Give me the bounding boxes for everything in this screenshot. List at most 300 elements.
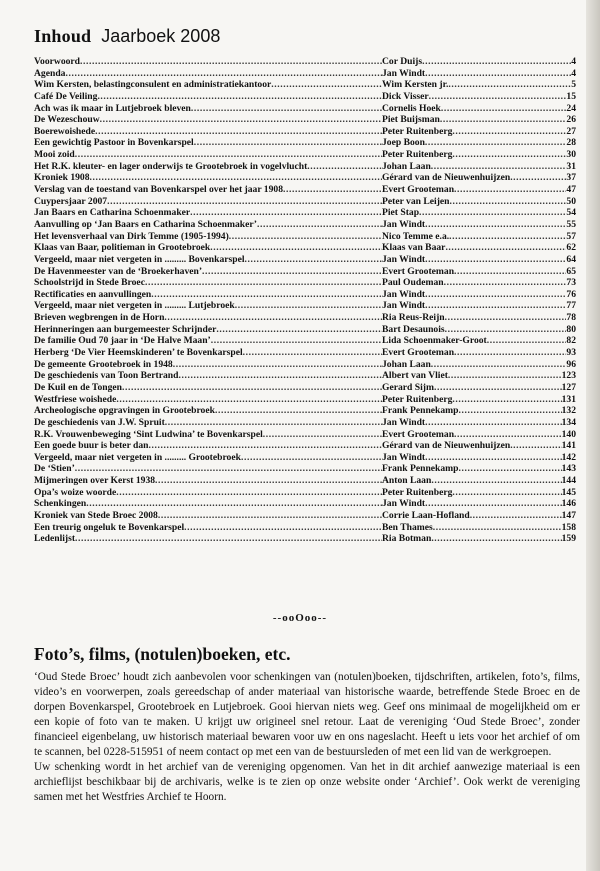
- toc-author: Jan Windt: [382, 218, 426, 230]
- toc-title: Mooi zoid: [34, 149, 75, 161]
- toc-page-number: 80: [566, 323, 576, 335]
- dot-leader: [184, 522, 382, 534]
- dot-leader: [459, 463, 562, 475]
- dot-leader: [216, 324, 382, 336]
- dot-leader: [440, 114, 567, 126]
- dot-leader: [452, 394, 561, 406]
- toc-entry: [34, 440, 576, 452]
- dot-leader: [510, 172, 566, 184]
- toc-title-cell: [34, 242, 382, 254]
- toc-author: Nico Temme e.a.: [382, 230, 450, 242]
- toc-page-number: 73: [566, 277, 576, 289]
- toc-entry: [34, 510, 576, 522]
- toc-title-cell: [34, 231, 382, 243]
- toc-author-cell: [382, 370, 576, 382]
- toc-author: Joep Boon: [382, 137, 425, 149]
- toc-page-number: 65: [566, 265, 576, 277]
- toc-title: Voorwoord: [34, 56, 81, 67]
- toc-page-number: 143: [561, 463, 576, 475]
- toc-author-cell: [382, 417, 576, 429]
- toc-page-number: 37: [566, 172, 576, 184]
- dot-leader: [116, 394, 382, 406]
- toc-title-cell: [34, 370, 382, 382]
- toc-page-number: 158: [561, 521, 576, 533]
- toc-page-number: 4: [571, 67, 576, 79]
- toc-page-number: 147: [561, 509, 576, 521]
- toc-title: R.K. Vrouwenbeweging ‘Sint Ludwina’ te Bovenkarspel: [34, 428, 263, 440]
- dot-leader: [425, 452, 562, 464]
- toc-title: Herinneringen aan burgemeester Schrijnder: [34, 323, 217, 335]
- toc-page-number: 134: [561, 416, 576, 428]
- toc-entry: [34, 475, 576, 487]
- toc-title: Een treurig ongeluk te Bovenkarspel: [34, 521, 185, 533]
- dot-leader: [257, 219, 382, 231]
- toc-entry: [34, 359, 576, 371]
- toc-author-cell: [382, 440, 576, 452]
- toc-entry: [34, 324, 576, 336]
- toc-title-cell: [34, 266, 382, 278]
- toc-author-cell: [382, 242, 576, 254]
- toc-entry: [34, 533, 576, 545]
- toc-title-cell: [34, 417, 382, 429]
- toc-title-cell: [34, 277, 382, 289]
- toc-page-number: 127: [561, 381, 576, 393]
- toc-entry: [34, 103, 576, 115]
- toc-title-cell: [34, 522, 382, 534]
- toc-author: Anton Laan: [382, 475, 432, 487]
- dot-leader: [307, 161, 382, 173]
- toc-page-number: 93: [566, 347, 576, 359]
- toc-entry: [34, 231, 576, 243]
- toc-entry: [34, 394, 576, 406]
- toc-author-cell: [382, 347, 576, 359]
- dot-leader: [419, 207, 566, 219]
- toc-title-cell: [34, 207, 382, 219]
- toc-title: Opa’s woize woorde: [34, 486, 117, 498]
- dot-leader: [425, 289, 566, 301]
- toc-entry: [34, 149, 576, 161]
- toc-author-cell: [382, 324, 576, 336]
- toc-author: Jan Windt: [382, 300, 426, 312]
- toc-author: Paul Oudeman: [382, 277, 444, 289]
- toc-entry: [34, 184, 576, 196]
- dot-leader: [145, 277, 382, 289]
- toc-author-cell: [382, 277, 576, 289]
- dot-leader: [429, 91, 567, 103]
- dot-leader: [425, 300, 566, 312]
- toc-title: Herberg ‘De Vier Heemskinderen’ te Bovenkarspel: [34, 347, 243, 359]
- toc-author: Jan Windt: [382, 451, 426, 463]
- toc-page-number: 5: [571, 79, 576, 91]
- toc-author: Klaas van Baar: [382, 242, 446, 254]
- toc-author-cell: [382, 254, 576, 266]
- toc-title-cell: [34, 219, 382, 231]
- toc-author-cell: [382, 498, 576, 510]
- dot-leader: [445, 324, 567, 336]
- contents-heading: Inhoud: [34, 26, 92, 46]
- toc-author-cell: [382, 522, 576, 534]
- dot-leader: [190, 207, 382, 219]
- toc-entry: [34, 335, 576, 347]
- toc-page-number: 28: [566, 137, 576, 149]
- toc-title: Vergeeld, maar niet vergeten in ......... Lutjebroek: [34, 300, 235, 312]
- toc-author: Jan Windt: [382, 498, 426, 510]
- toc-author: Evert Grooteman: [382, 428, 455, 440]
- page-header: [34, 26, 220, 47]
- dot-leader: [431, 533, 561, 545]
- toc-title: Aanvulling op ‘Jan Baars en Catharina Schoenmaker’: [34, 218, 257, 230]
- toc-title-cell: [34, 161, 382, 173]
- toc-page-number: 96: [566, 358, 576, 370]
- dot-leader: [263, 429, 382, 441]
- toc-title-cell: [34, 452, 382, 464]
- dot-leader: [173, 359, 382, 371]
- toc-entry: [34, 68, 576, 80]
- dot-leader: [245, 254, 382, 266]
- toc-author-cell: [382, 114, 576, 126]
- dot-leader: [90, 172, 382, 184]
- toc-author-cell: [382, 196, 576, 208]
- toc-author: Peter Ruitenberg: [382, 486, 453, 498]
- yearbook-title: Jaarboek 2008: [101, 26, 221, 46]
- toc-title: Boerewoishede: [34, 125, 96, 137]
- toc-page-number: 131: [561, 393, 576, 405]
- toc-title: Mijmeringen over Kerst 1938: [34, 475, 156, 487]
- toc-title-cell: [34, 533, 382, 545]
- toc-entry: [34, 207, 576, 219]
- toc-title-cell: [34, 405, 382, 417]
- toc-author-cell: [382, 359, 576, 371]
- toc-title: De Kuil en de Tongen: [34, 381, 122, 393]
- toc-entry: [34, 137, 576, 149]
- section-separator: --ooOoo--: [272, 612, 328, 624]
- toc-title: Schenkingen: [34, 498, 87, 510]
- toc-page-number: 159: [561, 533, 576, 545]
- toc-page-number: 54: [566, 207, 576, 219]
- toc-page-number: 15: [566, 90, 576, 102]
- dot-leader: [431, 359, 567, 371]
- toc-author-cell: [382, 429, 576, 441]
- toc-author: Jan Windt: [382, 253, 426, 265]
- dot-leader: [211, 335, 382, 347]
- toc-entry: [34, 161, 576, 173]
- toc-entry: [34, 219, 576, 231]
- dot-leader: [425, 137, 566, 149]
- toc-title-cell: [34, 79, 382, 91]
- toc-author-cell: [382, 405, 576, 417]
- toc-author: Peter Ruitenberg: [382, 149, 453, 161]
- toc-title: Een gewichtig Pastoor in Bovenkarspel: [34, 137, 194, 149]
- toc-page-number: 146: [561, 498, 576, 510]
- dot-leader: [151, 289, 382, 301]
- toc-author: Gerard Sijm: [382, 381, 434, 393]
- toc-entry: [34, 91, 576, 103]
- dot-leader: [470, 510, 562, 522]
- toc-author-cell: [382, 207, 576, 219]
- toc-title-cell: [34, 487, 382, 499]
- dot-leader: [86, 498, 382, 510]
- toc-page-number: 50: [566, 195, 576, 207]
- toc-entry: [34, 405, 576, 417]
- toc-page-number: 24: [566, 102, 576, 114]
- toc-author: Peter van Leijen: [382, 195, 450, 207]
- dot-leader: [510, 440, 561, 452]
- toc-title-cell: [34, 324, 382, 336]
- toc-page-number: 47: [566, 184, 576, 196]
- page-edge-shadow: [586, 0, 600, 871]
- toc-page-number: 26: [566, 114, 576, 126]
- dot-leader: [241, 452, 382, 464]
- toc-title: Café De Veiling: [34, 90, 98, 102]
- toc-author-cell: [382, 463, 576, 475]
- toc-author-cell: [382, 103, 576, 115]
- toc-title: Ledenlijst: [34, 533, 76, 545]
- dot-leader: [158, 510, 382, 522]
- toc-author: Bart Desaunois: [382, 323, 445, 335]
- body-paragraph: ‘Oud Stede Broec’ houdt zich aanbevolen voor schenkingen van (notulen)boeken, tijdschriften, artikelen, foto’s, films, video’s en voorwerpen, zoals gereedschap of ander materiaal van historische waarde, betreffende Stede Broec en de dorpen Bovenkarspel, Grootebroek en Lutjebroek. Gooi hiervan niets weg. Geef ons minimaal de mogelijkheid om er een kopie of foto van te maken. U krijgt uw origineel snel retour. Laat de vereniging ‘Oud Stede Broec’, zonder financieel eigenbelang, uw historisch materiaal bewaren voor uw en ons nageslacht. Heeft u iets voor het archief of om te scannen, bel 0228-515951 of neem contact op met een van de bestuursleden of met een lid van de werkgroepen.: [34, 671, 580, 758]
- toc-title-cell: [34, 382, 382, 394]
- toc-page-number: 82: [566, 335, 576, 347]
- dot-leader: [425, 254, 566, 266]
- dot-leader: [100, 114, 382, 126]
- dot-leader: [448, 79, 571, 91]
- toc-page-number: 62: [566, 242, 576, 254]
- toc-title-cell: [34, 475, 382, 487]
- toc-author: Lida Schoenmaker-Groot: [382, 335, 487, 347]
- toc-title: Een goede buur is beter dan: [34, 440, 149, 452]
- toc-entry: [34, 370, 576, 382]
- dot-leader: [97, 91, 382, 103]
- dot-leader: [454, 429, 562, 441]
- toc-author-cell: [382, 312, 576, 324]
- dot-leader: [202, 266, 382, 278]
- toc-author-cell: [382, 219, 576, 231]
- toc-page-number: 140: [561, 428, 576, 440]
- toc-title: De geschiedenis van J.W. Spruit: [34, 416, 165, 428]
- dot-leader: [243, 347, 382, 359]
- toc-author: Evert Grooteman: [382, 184, 455, 196]
- dot-leader: [116, 487, 382, 499]
- dot-leader: [165, 417, 382, 429]
- dot-leader: [431, 161, 567, 173]
- toc-entry: [34, 300, 576, 312]
- toc-author: Piet Buijsman: [382, 114, 440, 126]
- toc-author-cell: [382, 335, 576, 347]
- dot-leader: [450, 196, 567, 208]
- toc-title-cell: [34, 289, 382, 301]
- toc-title-cell: [34, 68, 382, 80]
- dot-leader: [194, 137, 382, 149]
- toc-title: Archeologische opgravingen in Grootebroek: [34, 405, 215, 417]
- dot-leader: [445, 242, 566, 254]
- toc-title: Brieven wegbrengen in de Horn: [34, 312, 165, 324]
- toc-author: Jan Windt: [382, 416, 426, 428]
- toc-entry: [34, 498, 576, 510]
- toc-author-cell: [382, 452, 576, 464]
- toc-page-number: 144: [561, 475, 576, 487]
- toc-title-cell: [34, 359, 382, 371]
- toc-title: Vergeeld, maar niet vergeten in ......... Grootebroek: [34, 451, 241, 463]
- toc-author: Johan Laan: [382, 358, 431, 370]
- dot-leader: [433, 522, 562, 534]
- toc-author-cell: [382, 172, 576, 184]
- dot-leader: [452, 487, 561, 499]
- toc-author-cell: [382, 91, 576, 103]
- dot-leader: [155, 475, 382, 487]
- toc-title: De Havenmeester van de ‘Broekerhaven’: [34, 265, 203, 277]
- dot-leader: [422, 56, 571, 68]
- toc-author-cell: [382, 137, 576, 149]
- dot-leader: [454, 266, 566, 278]
- toc-page-number: 27: [566, 125, 576, 137]
- toc-author-cell: [382, 266, 576, 278]
- dot-leader: [122, 382, 382, 394]
- toc-entry: [34, 429, 576, 441]
- dot-leader: [454, 184, 566, 196]
- dot-leader: [164, 312, 382, 324]
- toc-title: Het levensverhaal van Dirk Temme (1905-1994): [34, 230, 229, 242]
- toc-title-cell: [34, 103, 382, 115]
- toc-entry: [34, 126, 576, 138]
- toc-title-cell: [34, 196, 382, 208]
- section-heading: Foto’s, films, (notulen)boeken, etc.: [34, 644, 291, 664]
- table-of-contents: [34, 56, 576, 545]
- dot-leader: [425, 68, 571, 80]
- dot-leader: [65, 68, 382, 80]
- dot-leader: [75, 533, 382, 545]
- toc-author: Peter Ruitenberg: [382, 125, 453, 137]
- toc-page-number: 64: [566, 253, 576, 265]
- toc-title-cell: [34, 429, 382, 441]
- toc-title-cell: [34, 312, 382, 324]
- toc-title: Kroniek 1908: [34, 172, 90, 184]
- toc-entry: [34, 79, 576, 91]
- toc-author-cell: [382, 68, 576, 80]
- toc-title-cell: [34, 347, 382, 359]
- toc-author-cell: [382, 382, 576, 394]
- toc-entry: [34, 266, 576, 278]
- dot-leader: [425, 417, 562, 429]
- toc-title-cell: [34, 126, 382, 138]
- toc-title-cell: [34, 463, 382, 475]
- toc-title: Verslag van de toestand van Bovenkarspel over het jaar 1908: [34, 184, 283, 196]
- toc-page-number: 55: [566, 218, 576, 230]
- toc-page-number: 57: [566, 230, 576, 242]
- toc-author-cell: [382, 79, 576, 91]
- dot-leader: [191, 103, 382, 115]
- dot-leader: [210, 242, 382, 254]
- toc-entry: [34, 522, 576, 534]
- toc-author-cell: [382, 475, 576, 487]
- toc-page-number: 132: [561, 405, 576, 417]
- dot-leader: [445, 312, 567, 324]
- toc-title: De gemeente Grootebroek in 1948: [34, 358, 173, 370]
- toc-entry: [34, 463, 576, 475]
- toc-entry: [34, 242, 576, 254]
- toc-author-cell: [382, 126, 576, 138]
- toc-title: Westfriese woishede: [34, 393, 117, 405]
- toc-title-cell: [34, 440, 382, 452]
- toc-author: Frank Pennekamp: [382, 405, 459, 417]
- toc-title: De Wezeschouw: [34, 114, 100, 126]
- toc-page-number: 31: [566, 160, 576, 172]
- toc-title: Het R.K. kleuter- en lager onderwijs te Grootebroek in vogelvlucht: [34, 160, 308, 172]
- toc-entry: [34, 56, 576, 68]
- toc-title: Cuypersjaar 2007: [34, 195, 108, 207]
- dot-leader: [444, 277, 567, 289]
- dot-leader: [425, 498, 562, 510]
- toc-entry: [34, 347, 576, 359]
- toc-entry: [34, 196, 576, 208]
- toc-title: Wim Kersten, belastingconsulent en administratiekantoor: [34, 79, 272, 91]
- dot-leader: [75, 463, 382, 475]
- toc-entry: [34, 417, 576, 429]
- dot-leader: [271, 79, 382, 91]
- toc-title-cell: [34, 137, 382, 149]
- toc-page-number: 142: [561, 451, 576, 463]
- toc-entry: [34, 487, 576, 499]
- dot-leader: [75, 149, 382, 161]
- section-body: [34, 670, 580, 805]
- toc-author: Gérard van de Nieuwenhuijzen: [382, 440, 511, 452]
- toc-title-cell: [34, 184, 382, 196]
- dot-leader: [215, 405, 382, 417]
- toc-title: Ach was ik maar in Lutjebroek bleven: [34, 102, 191, 114]
- dot-leader: [283, 184, 382, 196]
- toc-author: Peter Ruitenberg: [382, 393, 453, 405]
- toc-author: Wim Kersten jr.: [382, 79, 449, 91]
- dot-leader: [448, 370, 562, 382]
- toc-title-cell: [34, 394, 382, 406]
- dot-leader: [229, 231, 382, 243]
- toc-author-cell: [382, 149, 576, 161]
- toc-title-cell: [34, 56, 382, 68]
- dot-leader: [95, 126, 382, 138]
- toc-author: Dick Visser: [382, 90, 429, 102]
- toc-author-cell: [382, 533, 576, 545]
- toc-author: Ria Reus-Reijn: [382, 312, 445, 324]
- toc-entry: [34, 452, 576, 464]
- dot-leader: [431, 475, 561, 487]
- toc-author: Johan Laan: [382, 160, 431, 172]
- toc-author-cell: [382, 510, 576, 522]
- toc-title-cell: [34, 149, 382, 161]
- toc-title: De ‘Stien’: [34, 463, 75, 475]
- toc-entry: [34, 254, 576, 266]
- dot-leader: [178, 370, 382, 382]
- toc-title: Schoolstrijd in Stede Broec: [34, 277, 145, 289]
- toc-title-cell: [34, 114, 382, 126]
- toc-entry: [34, 289, 576, 301]
- toc-author: Jan Windt: [382, 67, 426, 79]
- dot-leader: [459, 405, 562, 417]
- toc-page-number: 141: [561, 440, 576, 452]
- toc-author: Cornelis Hoek: [382, 102, 441, 114]
- toc-author-cell: [382, 161, 576, 173]
- dot-leader: [449, 231, 566, 243]
- dot-leader: [434, 382, 562, 394]
- toc-author: Evert Grooteman: [382, 265, 455, 277]
- toc-title: Kroniek van Stede Broec 2008: [34, 509, 158, 521]
- dot-leader: [454, 347, 566, 359]
- toc-author-cell: [382, 56, 576, 68]
- toc-title: Vergeeld, maar niet vergeten in ......... Bovenkarspel: [34, 253, 245, 265]
- dot-leader: [441, 103, 567, 115]
- toc-author: Piet Stap: [382, 207, 420, 219]
- toc-title-cell: [34, 498, 382, 510]
- toc-author: Ria Botman: [382, 533, 432, 545]
- toc-title: De familie Oud 70 jaar in ‘De Halve Maan’: [34, 335, 211, 347]
